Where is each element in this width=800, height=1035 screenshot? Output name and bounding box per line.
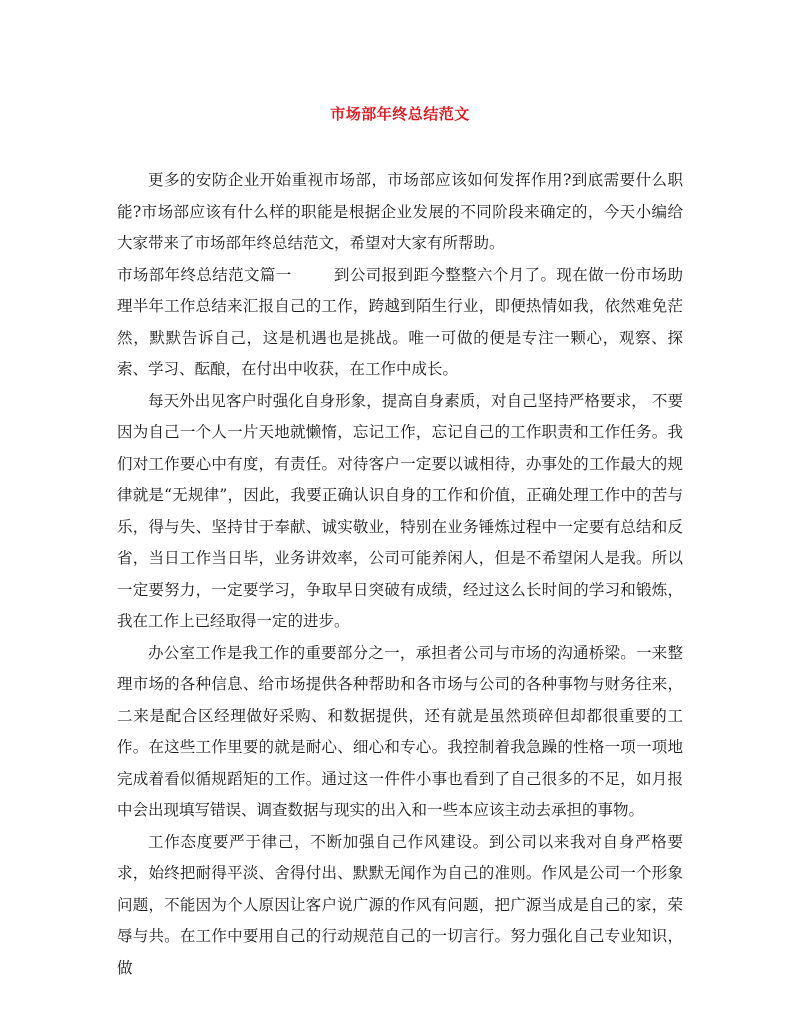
body-paragraph: 每天外出见客户时强化自身形象，提高自身素质，对自己坚持严格要求， 不要因为自己一个人一片天地就懒惰，忘记工作，忘记自己的工作职责和工作任务。我们对工作要心中有度，有责任。对待客户一定要以诚相待，办事处的工作最大的规律就是“无规律”，因此，我要正确认识自身的工作和价值，正确处理工作中的苦与乐，得与失、坚持甘于奉献、诚实敬业，特别在业务锤炼过程中一定要有总结和反省，当日工作当日毕，业务讲效率，公司可能养闲人，但是不希望闲人是我。所以一定要努力，一定要学习，争取早日突破有成绩，经过这么长时间的学习和锻炼，我在工作上已经取得一定的进步。: [117, 391, 683, 630]
section-label: 市场部年终总结范文篇一: [117, 265, 292, 284]
document-body: [117, 165, 683, 984]
body-paragraph: 工作态度要严于律己，不断加强自己作风建设。到公司以来我对自身严格要求，始终把耐得平淡、舍得付出、默默无闻作为自己的准则。作风是公司一个形象问题，不能因为个人原因让客户说广源的作风有问题，把广源当成是自己的家，荣辱与共。在工作中要用自己的行动规范自己的一切言行。努力强化自己专业知识，做: [117, 832, 683, 977]
section-first-text: 到公司报到距今整整六个月了。现在做一份市场助理半年工作总结来汇报自己的工作，跨越到陌生行业，即便热情如我，依然难免茫然，默默告诉自己，这是机遇也是挑战。唯一可做的便是专注一颗心，观察、探索、学习、酝酿，在付出中收获，在工作中成长。: [117, 265, 683, 378]
document-title: 市场部年终总结范文: [330, 105, 470, 123]
section-first-paragraph: [117, 260, 683, 386]
intro-paragraph: 更多的安防企业开始重视市场部，市场部应该如何发挥作用?到底需要什么职能?市场部应该有什么样的职能是根据企业发展的不同阶段来确定的，今天小编给大家带来了市场部年终总结范文，希望对大家有所帮助。: [117, 171, 683, 252]
body-paragraph: 办公室工作是我工作的重要部分之一，承担者公司与市场的沟通桥梁。一来整理市场的各种信息、给市场提供各种帮助和各市场与公司的各种事物与财务往来，二来是配合区经理做好采购、和数据提供，还有就是虽然琐碎但却都很重要的工作。在这些工作里要的就是耐心、细心和专心。我控制着我急躁的性格一项一项地完成着看似循规蹈矩的工作。通过这一件件小事也看到了自己很多的不足，如月报中会出现填写错误、调查数据与现实的出入和一些本应该主动去承担的事物。: [117, 643, 683, 819]
